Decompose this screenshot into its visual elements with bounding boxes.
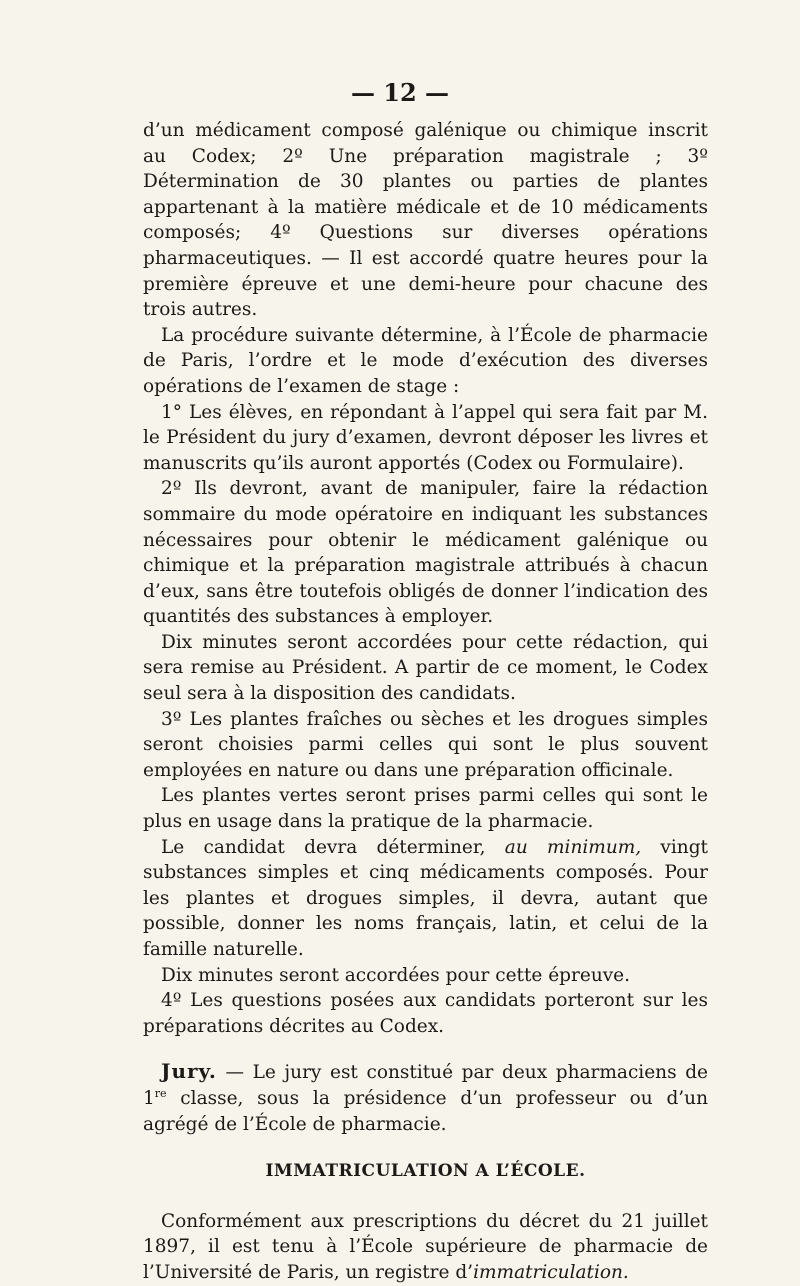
jury-lead: Jury.: [161, 1059, 217, 1084]
body-text: [143, 118, 708, 1286]
page-number: — 12 —: [350, 78, 450, 107]
jury-superscript: re: [154, 1086, 167, 1100]
paragraph-8: [143, 835, 708, 963]
last-paragraph: [143, 1209, 708, 1286]
paragraph-6: 3º Les plantes fraîches ou sèches et les drogues simples seront choisies parmi celles qui sont le plus souvent employées en nature ou dans une préparation officinale.: [143, 708, 708, 781]
paragraph-3: 1° Les élèves, en répondant à l’appel qui sera fait par M. le Président du jury d’examen, devront déposer les livres et manuscrits qu’ils auront apportés (Codex ou Formulaire).: [143, 401, 708, 474]
last-text: Conformément aux prescriptions du décret du 21 juillet 1897, il est tenu à l’École supérieure de pharmacie de l’Université de Paris, un registre d’: [143, 1210, 708, 1283]
paragraph-4: 2º Ils devront, avant de manipuler, faire la rédaction sommaire du mode opératoire en indiquant les substances nécessaires pour obtenir le médicament galénique ou chimique et la préparation magistrale attribués à chacun d’eux, sans être toutefois obligés de donner l’indication des quantités des substances à employer.: [143, 478, 708, 628]
paragraph-8-end: vingt substances simples et cinq médicaments composés. Pour les plantes et drogues simples, il devra, autant que possible, donner les noms français, latin, et celui de la famille naturelle.: [143, 836, 708, 960]
paragraph-8-italic: au minimum,: [504, 836, 642, 858]
section-heading: IMMATRICULATION A L’ÉCOLE.: [265, 1161, 586, 1182]
jury-text-b: classe, sous la présidence d’un professeur ou d’un agrégé de l’École de pharmacie.: [143, 1087, 708, 1135]
last-italic: immatriculation.: [473, 1261, 629, 1283]
jury-paragraph: [143, 1059, 708, 1137]
paragraph-7: Les plantes vertes seront prises parmi celles qui sont le plus en usage dans la pratique de la pharmacie.: [143, 785, 708, 833]
paragraph-1: d’un médicament composé galénique ou chimique inscrit au Codex; 2º Une préparation magistrale ; 3º Détermination de 30 plantes ou parties de plantes appartenant à la matière médicale et de 10 médicaments composés; 4º Questions sur diverses opérations pharmaceutiques. — Il est accordé quatre heures pour la première épreuve et une demi-heure pour chacune des trois autres.: [143, 120, 708, 321]
paragraph-9: Dix minutes seront accordées pour cette épreuve.: [161, 964, 631, 986]
paragraph-10: 4º Les questions posées aux candidats porteront sur les préparations décrites au Codex.: [143, 990, 708, 1037]
jury-text-a: — Le jury est constitué par deux pharmaciens de 1: [143, 1062, 708, 1109]
paragraph-2: La procédure suivante détermine, à l’École de pharmacie de Paris, l’ordre et le mode d’exécution des diverses opérations de l’examen de stage :: [143, 324, 708, 397]
paragraph-5: Dix minutes seront accordées pour cette rédaction, qui sera remise au Président. A partir de ce moment, le Codex seul sera à la disposition des candidats.: [143, 631, 708, 705]
paragraph-8-start: Le candidat devra déterminer,: [161, 836, 505, 858]
